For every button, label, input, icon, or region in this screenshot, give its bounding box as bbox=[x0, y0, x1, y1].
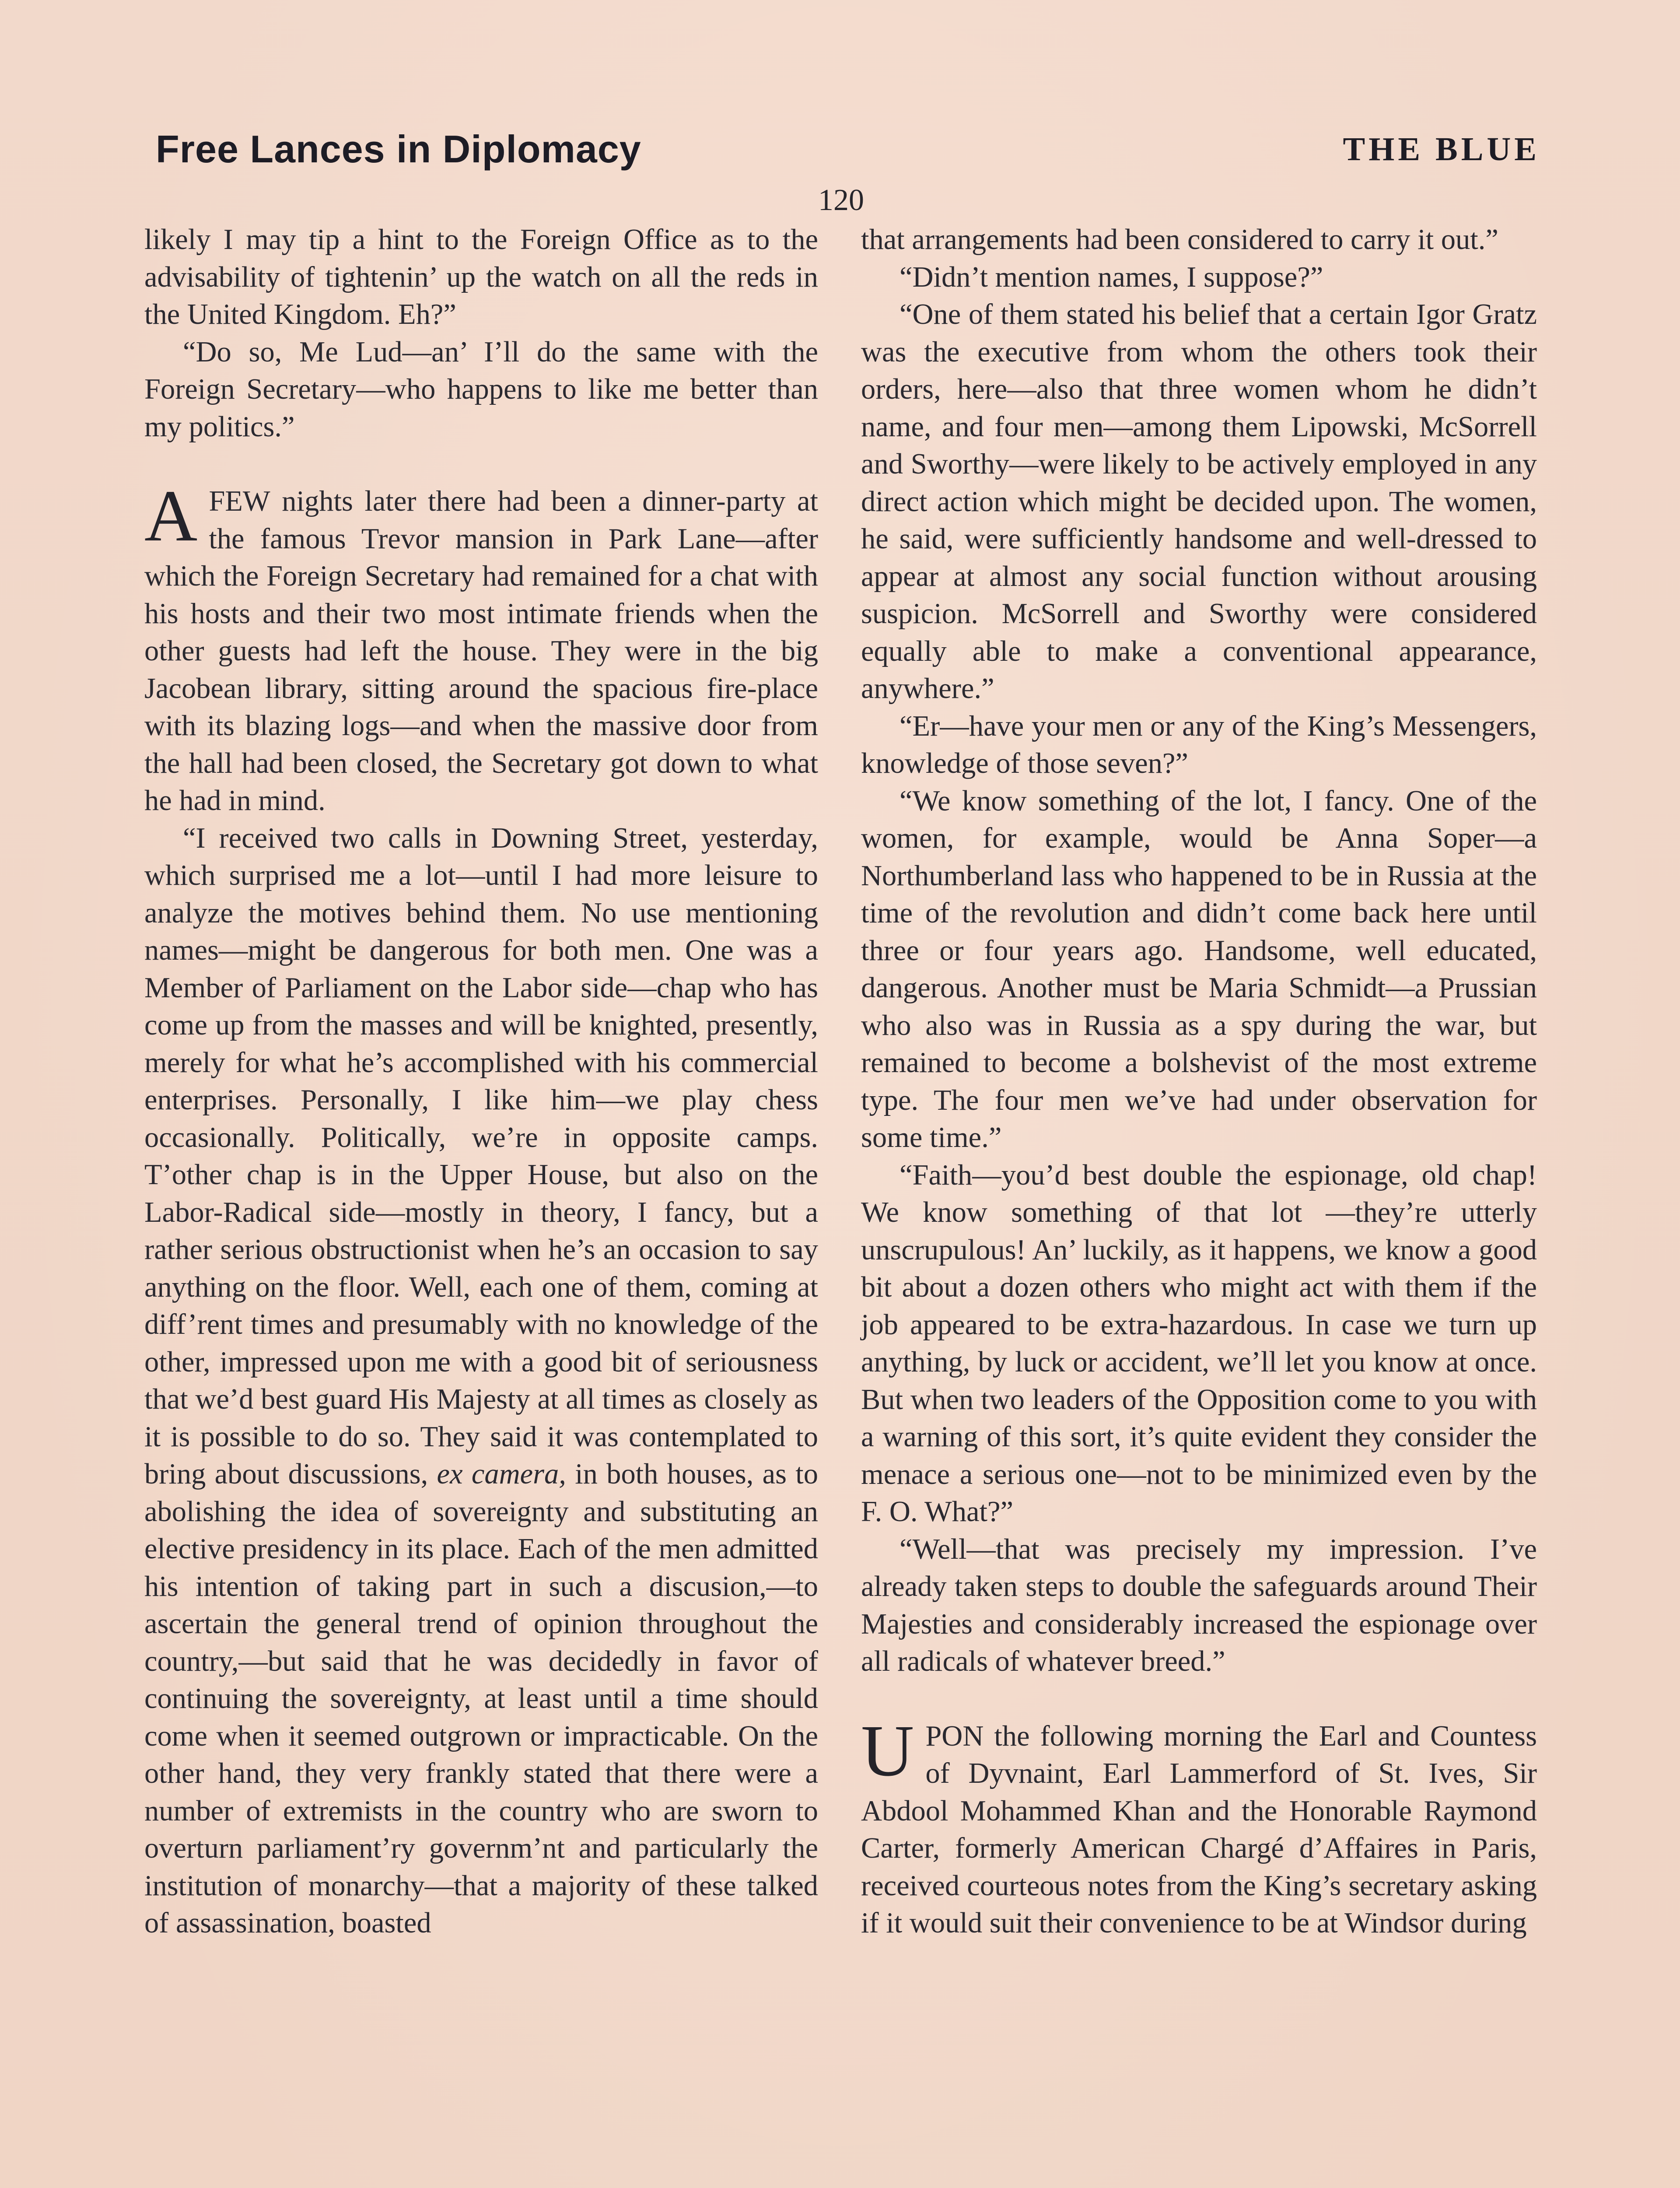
italic-phrase: ex camera, bbox=[437, 1458, 566, 1490]
drop-cap: U bbox=[861, 1710, 914, 1792]
paragraph-text: nights later there had been a dinner-party at the famous Trevor mansion in Park Lane—after which the Foreign Secretary had remained for a chat with his hosts and their two most intimate friends when the other guests had left the house. They were in the big Jacobean library, sitting around the spacious fire-place with its blazing logs—and when the massive door from the hall had been closed, the Secretary got down to what he had in mind. bbox=[144, 485, 818, 817]
paragraph bbox=[144, 820, 818, 1942]
small-caps-lead: PON bbox=[925, 1720, 984, 1752]
section-opening-paragraph bbox=[144, 475, 818, 820]
paragraph: “We know something of the lot, I fancy. One of the women, for example, would be Anna Soper—a Northumberland lass who happened to be in Russia at the time of the revolution and didn’t come back here until three or four years ago. Handsome, well educated, dangerous. Another must be Maria Schmidt—a Prussian who also was in Russia as a spy during the war, but remained to become a bolshevist of the most extreme type. The four men we’ve had under observation for some time.” bbox=[861, 785, 1537, 1154]
magazine-name: THE BLUE bbox=[1343, 131, 1540, 168]
page-number: 120 bbox=[818, 183, 864, 217]
paragraph: “Er—have your men or any of the King’s Messengers, knowledge of those seven?” bbox=[861, 710, 1537, 779]
paragraph: “Well—that was precisely my impression. I’ve already taken steps to double the safeguards around Their Majesties and considerably increased the espionage over all radicals of whatever breed.” bbox=[861, 1533, 1537, 1677]
right-column bbox=[861, 221, 1537, 1942]
paragraph: “Didn’t mention names, I suppose?” bbox=[900, 261, 1323, 293]
left-column bbox=[144, 221, 818, 1942]
paragraph: “Do so, Me Lud—an’ I’ll do the same with the Foreign Secretary—who happens to like me better than my politics.” bbox=[144, 336, 818, 443]
paragraph-text: the following morning the Earl and Countess of Dyvnaint, Earl Lammerford of St. Ives, Sir Abdool Mohammed Khan and the Honorable Raymond Carter, formerly American Chargé d’Affaires in Paris, received courteous notes from the King’s secretary asking if it would suit their convenience to be at Windsor during bbox=[861, 1720, 1537, 1939]
paragraph-text: “I received two calls in Downing Street, yesterday, which surprised me a lot—until I had more leisure to analyze the motives behind them. No use mentioning names—might be dangerous for both men. One was a Member of Parliament on the Labor side—chap who has come up from the masses and will be knighted, presently, merely for what he’s accomplished with his commercial enterprises. Personally, I like him—we play chess occasionally. Politically, we’re in opposite camps. T’other chap is in the Upper House, but also on the Labor-Radical side—mostly in theory, I fancy, but a rather serious obstructionist when he’s an occasion to say anything on the floor. Well, each one of them, coming at diff’rent times and presumably with no knowledge of the other, impressed upon me with a good bit of seriousness that we’d best guard His Majesty at all times as closely as it is possible to do so. They said it was contemplated to bring about discussions, bbox=[144, 822, 818, 1490]
paragraph: that arrangements had been considered to carry it out.” bbox=[861, 224, 1498, 256]
paragraph: “One of them stated his belief that a certain Igor Gratz was the executive from whom the others took their orders, here—also that three women whom he didn’t name, and four men—among them Lipowski, McSorrell and Sworthy—were likely to be actively employed in any direct action which might be decided upon. The women, he said, were sufficiently handsome and well-dressed to appear at almost any social function without arousing suspicion. McSorrell and Sworthy were considered equally able to make a conventional appearance, anywhere.” bbox=[861, 298, 1537, 705]
paragraph: likely I may tip a hint to the Foreign Office as to the advisability of tightenin’ up the watch on all the reds in the United Kingdom. Eh?” bbox=[144, 224, 818, 330]
section-opening-paragraph bbox=[861, 1710, 1537, 1942]
paragraph-text: in both houses, as to abolishing the idea of sovereignty and substituting an elective presidency in its place. Each of the men admitted his intention of taking part in such a discusion,—to ascertain the general trend of opinion throughout the country,—but said that he was decidedly in favor of continuing the sovereignty, at least until a time should come when it seemed outgrown or impracticable. On the other hand, they very frankly stated that there were a number of extremists in the country who are sworn to overturn parliament’ry governm’nt and particularly the institution of monarchy—that a majority of these talked of assassination, boasted bbox=[144, 1458, 818, 1939]
paragraph: “Faith—you’d best double the espionage, old chap! We know something of that lot —they’re utterly unscrupulous! An’ luckily, as it happens, we know a good bit about a dozen others who might act with them if the job appeared to be extra-hazardous. In case we turn up anything, by luck or accident, we’ll let you know at once. But when two leaders of the Opposition come to you with a warning of this sort, it’s quite evident they consider the menace a serious one—not to be minimized even by the F. O. What?” bbox=[861, 1159, 1537, 1528]
small-caps-lead: FEW bbox=[209, 485, 270, 517]
story-title: Free Lances in Diplomacy bbox=[156, 127, 641, 171]
drop-cap: A bbox=[144, 475, 198, 557]
